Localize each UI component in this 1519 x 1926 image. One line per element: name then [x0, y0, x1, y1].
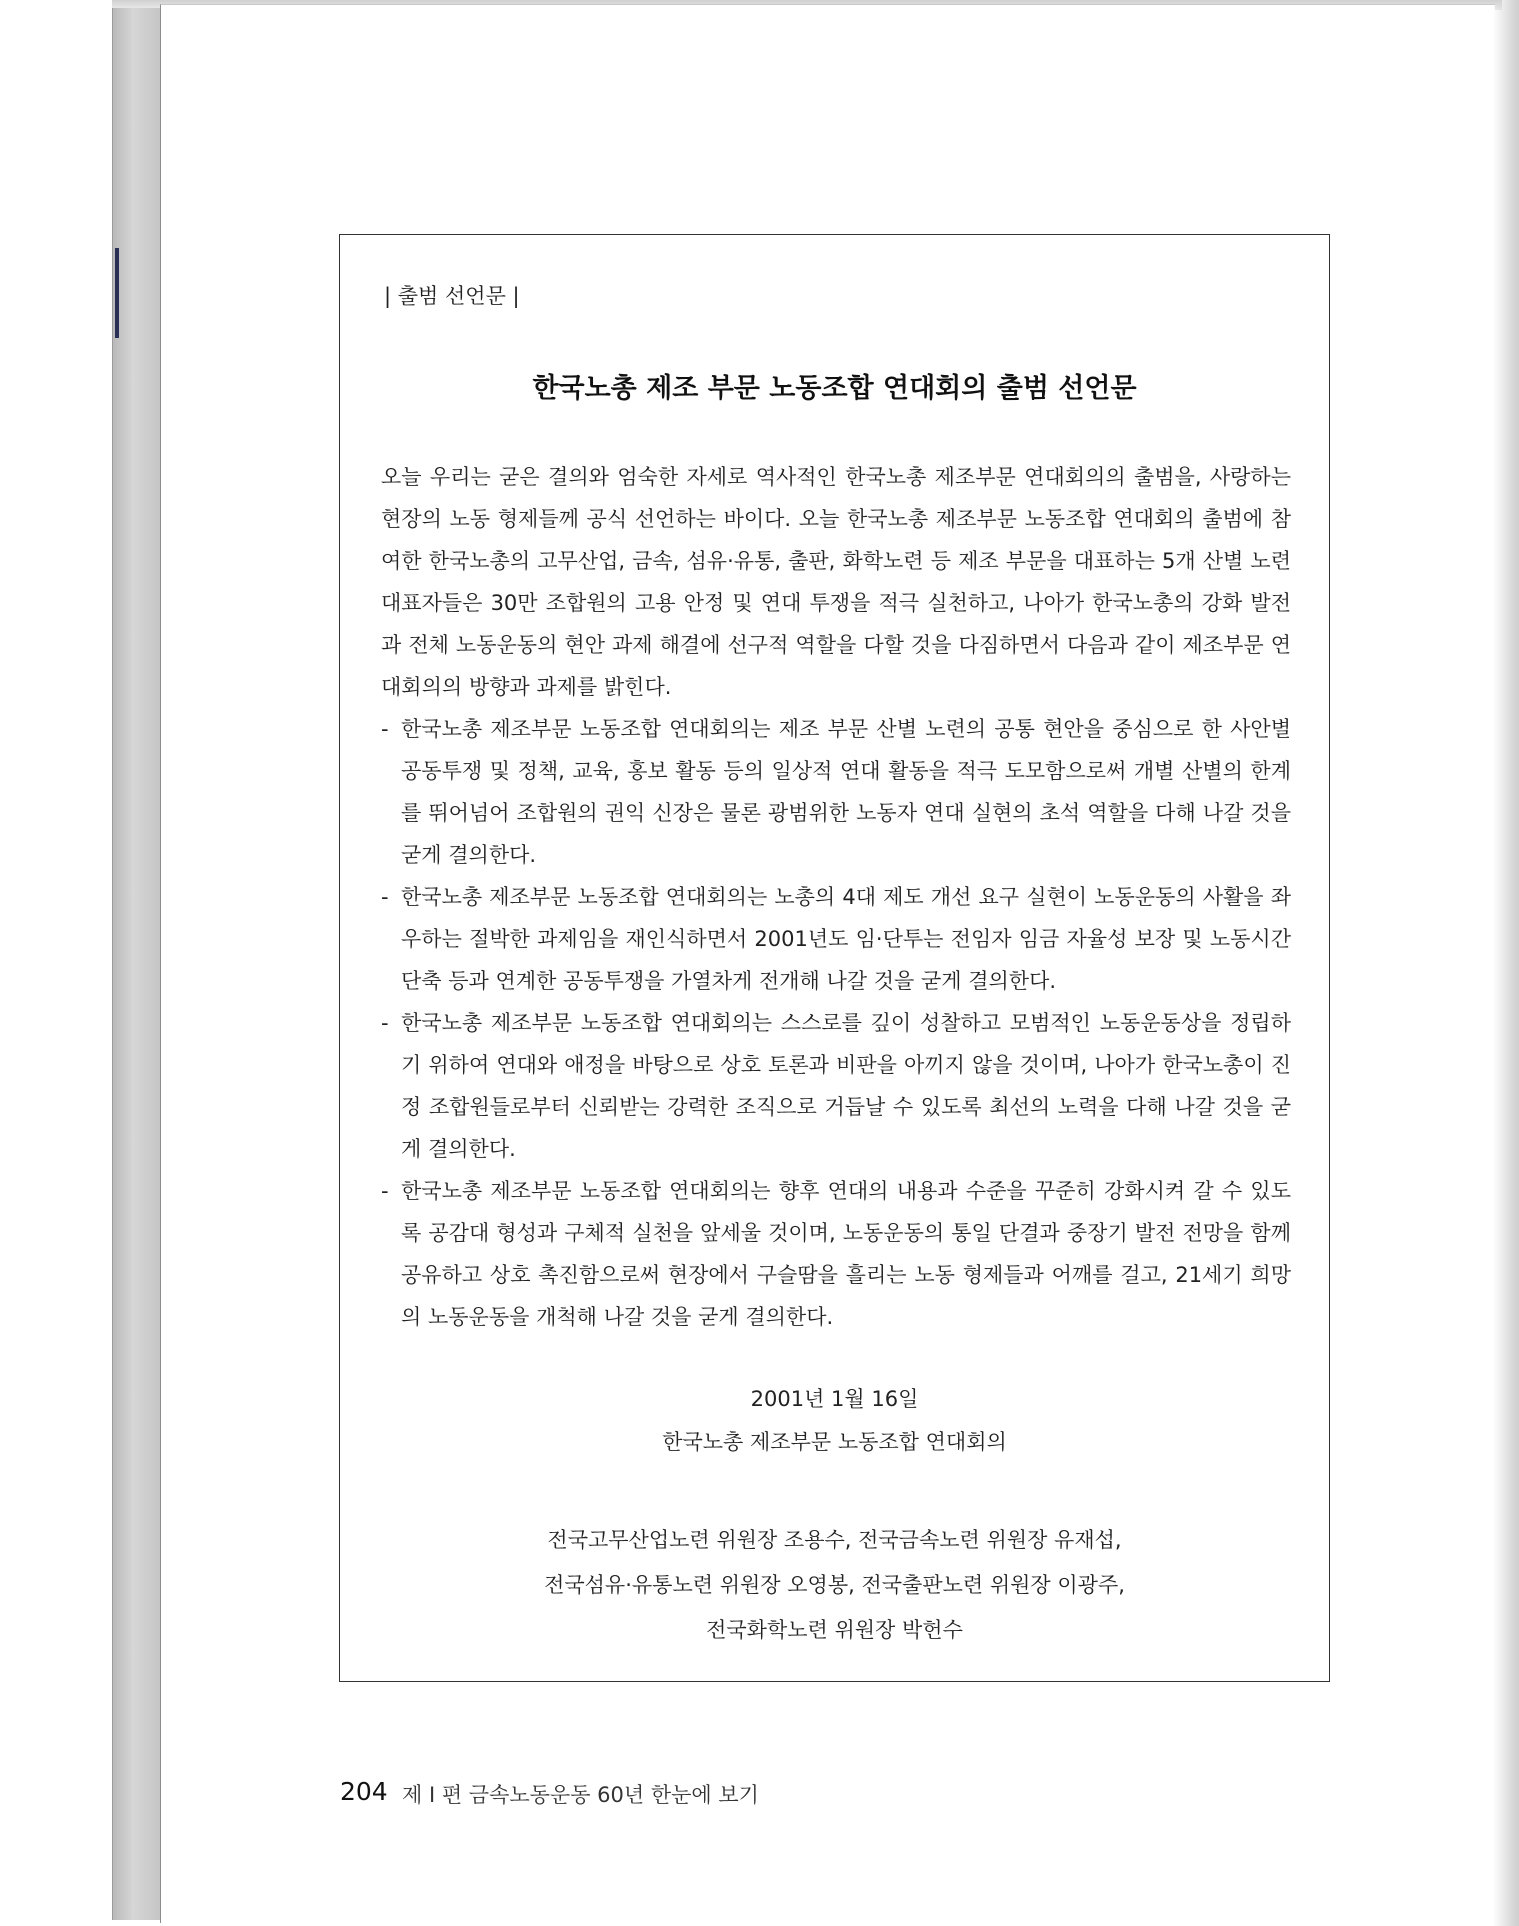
resolution-item	[381, 1002, 1291, 1170]
resolution-text: 한국노총 제조부문 노동조합 연대회의는 스스로를 깊이 성찰하고 모범적인 노동운동상을 정립하기 위하여 연대와 애정을 바탕으로 상호 토론과 비판을 아끼지 않을 것이며, 나아가 한국노총이 진정 조합원들로부터 신뢰받는 강력한 조직으로 거듭날 수 있도록 최선의 노력을 다해 나갈 것을 굳게 결의한다.	[401, 1011, 1291, 1161]
resolution-item	[381, 708, 1291, 876]
signer-line: 전국고무산업노련 위원장 조용수, 전국금속노련 위원장 유재섭,	[547, 1528, 1122, 1552]
intro-paragraph: 오늘 우리는 굳은 결의와 엄숙한 자세로 역사적인 한국노총 제조부문 연대회의의 출범을, 사랑하는 현장의 노동 형제들께 공식 선언하는 바이다. 오늘 한국노총 제조부문 노동조합 연대회의 출범에 참여한 한국노총의 고무산업, 금속, 섬유·유통, 출판, 화학노련 등 제조 부문을 대표하는 5개 산별 노련 대표자들은 30만 조합원의 고용 안정 및 연대 투쟁을 적극 실천하고, 나아가 한국노총의 강화 발전과 전체 노동운동의 현안 과제 해결에 선구적 역할을 다할 것을 다짐하면서 다음과 같이 제조부문 연대회의의 방향과 과제를 밝힌다.	[381, 465, 1291, 699]
section-label: | 출범 선언문 |	[384, 284, 520, 308]
resolution-text: 한국노총 제조부문 노동조합 연대회의는 제조 부문 산별 노련의 공통 현안을 중심으로 한 사안별 공동투쟁 및 정책, 교육, 홍보 활동 등의 일상적 연대 활동을 적극 도모함으로써 개별 산별의 한계를 뛰어넘어 조합원의 권익 신장은 물론 광범위한 노동자 연대 실현의 초석 역할을 다해 나갈 것을 굳게 결의한다.	[401, 717, 1291, 867]
declaration-date: 2001년 1월 16일	[750, 1387, 919, 1411]
resolution-list	[381, 708, 1291, 1338]
signer-line: 전국섬유·유통노련 위원장 오영봉, 전국출판노련 위원장 이광주,	[544, 1573, 1125, 1597]
organization-name: 한국노총 제조부문 노동조합 연대회의	[662, 1430, 1007, 1454]
declaration-title: 한국노총 제조 부문 노동조합 연대회의 출범 선언문	[532, 373, 1137, 404]
page-shadow	[1493, 0, 1519, 1926]
resolution-text: 한국노총 제조부문 노동조합 연대회의는 향후 연대의 내용과 수준을 꾸준히 강화시켜 갈 수 있도록 공감대 형성과 구체적 실천을 앞세울 것이며, 노동운동의 통일 단결과 중장기 발전 전망을 함께 공유하고 상호 촉진함으로써 현장에서 구슬땀을 흘리는 노동 형제들과 어깨를 걸고, 21세기 희망의 노동운동을 개척해 나갈 것을 굳게 결의한다.	[401, 1179, 1291, 1329]
resolution-item	[381, 876, 1291, 1002]
resolution-item	[381, 1170, 1291, 1338]
list-dash: -	[381, 717, 389, 741]
signers-block	[339, 1518, 1330, 1653]
spine-stripe	[115, 248, 119, 338]
signer-line: 전국화학노련 위원장 박헌수	[706, 1618, 963, 1642]
resolution-text: 한국노총 제조부문 노동조합 연대회의는 노총의 4대 제도 개선 요구 실현이 노동운동의 사활을 좌우하는 절박한 과제임을 재인식하면서 2001년도 임·단투는 전임자 임금 자율성 보장 및 노동시간 단축 등과 연계한 공동투쟁을 가열차게 전개해 나갈 것을 굳게 결의한다.	[401, 885, 1291, 993]
page-number: 204	[340, 1777, 388, 1806]
list-dash: -	[381, 1011, 389, 1035]
list-dash: -	[381, 1179, 389, 1203]
running-title: 제 I 편 금속노동운동 60년 한눈에 보기	[402, 1783, 759, 1807]
book-spine-edge	[112, 8, 163, 1920]
list-dash: -	[381, 885, 389, 909]
